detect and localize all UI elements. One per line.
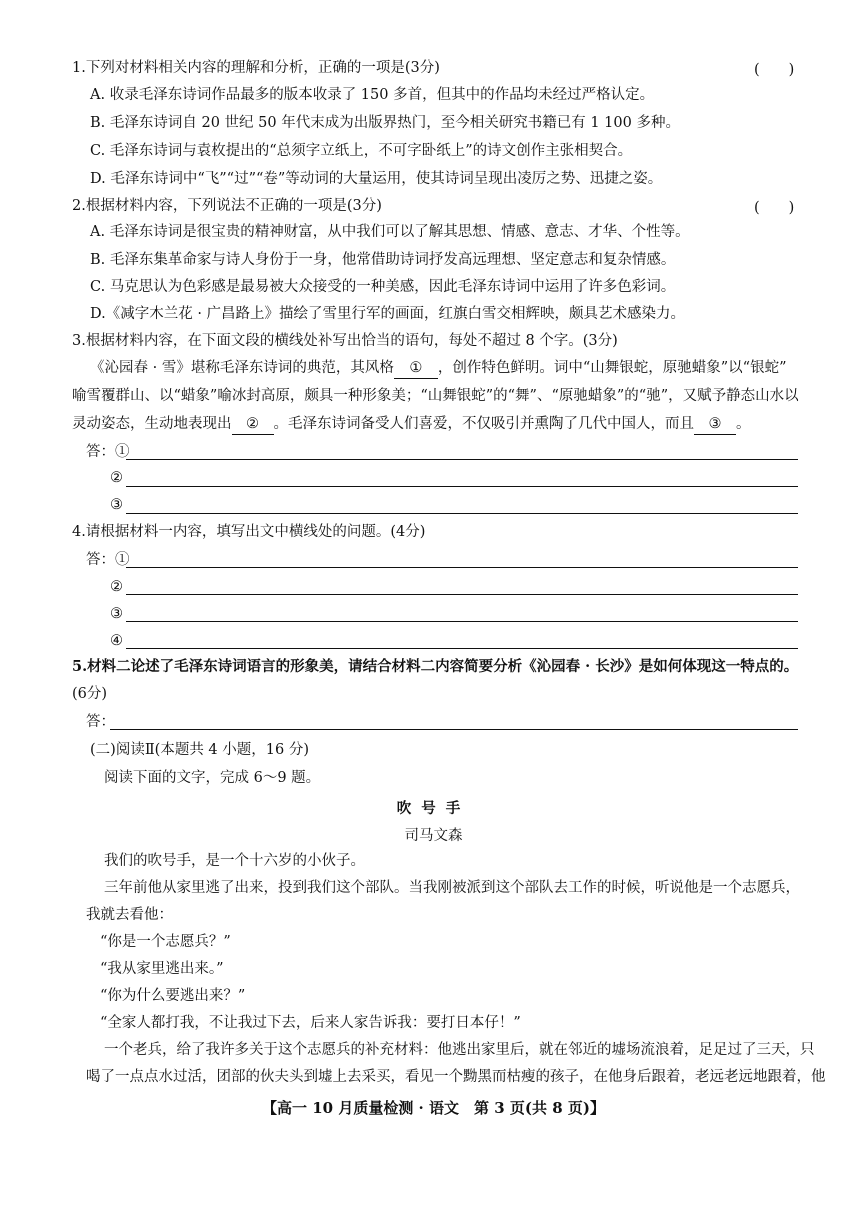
q3-p3b: 。毛泽东诗词备受人们喜爱，不仅吸引并熏陶了几代中国人，而且: [273, 416, 694, 432]
q3-passage-line-2: 喻雪覆群山、以“蜡象”喻冰封高原，颇具一种形象美；“山舞银蛇”的“舞”、“原驰蜡象”的“驰”，又赋予静态山水以: [72, 388, 799, 404]
q3-blank-2: ②: [232, 414, 274, 435]
q2-option-a: A. 毛泽东诗词是很宝贵的精神财富，从中我们可以了解其思想、情感、意志、才华、个性等。: [90, 224, 690, 240]
q5-score: (6分): [72, 686, 108, 702]
q2-stem: 2.根据材料内容，下列说法不正确的一项是(3分): [72, 198, 382, 214]
q3-answer-line-1[interactable]: [126, 459, 798, 460]
article-p2-line2: 我就去看他：: [86, 907, 173, 923]
article-title: 吹号手: [396, 800, 471, 817]
q3-blank-3: ③: [694, 414, 736, 435]
q2-option-b: B. 毛泽东集革命家与诗人身份于一身，他常借助诗词抒发高远理想、坚定意志和复杂情感。: [90, 252, 676, 268]
q2-option-c: C. 马克思认为色彩感是最易被大众接受的一种美感，因此毛泽东诗词中运用了许多色彩词。: [90, 279, 676, 295]
q4-answer-label-1: 答：①: [86, 552, 130, 568]
q4-stem: 4.请根据材料一内容，填写出文中横线处的问题。(4分): [72, 524, 426, 540]
article-dialog-3: “你为什么要逃出来？”: [100, 988, 246, 1004]
q4-answer-line-1[interactable]: [126, 567, 798, 568]
q5-answer-line[interactable]: [110, 729, 798, 730]
article-author: 司马文森: [404, 828, 463, 844]
q3-p3a: 灵动姿态，生动地表现出: [72, 416, 232, 432]
q3-passage-line-1: [90, 358, 786, 379]
q4-answer-label-4: ④: [110, 633, 123, 649]
q4-answer-label-2: ②: [110, 579, 123, 595]
q5-stem: 5.材料二论述了毛泽东诗词语言的形象美，请结合材料二内容简要分析《沁园春 · 长沙》是如何体现这一特点的。: [72, 658, 799, 675]
q4-answer-label-3: ③: [110, 606, 123, 622]
q3-answer-line-2[interactable]: [126, 486, 798, 487]
q4-answer-line-3[interactable]: [126, 621, 798, 622]
q2-answer-paren[interactable]: ( ): [754, 200, 795, 216]
article-p1: 我们的吹号手，是一个十六岁的小伙子。: [104, 853, 365, 869]
q1-option-a: A. 收录毛泽东诗词作品最多的版本收录了 150 多首，但其中的作品均未经过严格认定。: [90, 87, 655, 103]
article-dialog-4: “全家人都打我，不让我过下去，后来人家告诉我：要打日本仔！”: [100, 1015, 521, 1031]
article-p3-line1: 一个老兵，给了我许多关于这个志愿兵的补充材料：他逃出家里后，就在邻近的墟场流浪着，足足过了三天，只: [104, 1042, 815, 1058]
q1-option-c: C. 毛泽东诗词与袁枚提出的“总须字立纸上，不可字卧纸上”的诗文创作主张相契合。: [90, 143, 633, 159]
q2-option-d: D.《减字木兰花 · 广昌路上》描绘了雪里行军的画面，红旗白雪交相辉映，颇具艺术感染力。: [90, 306, 686, 322]
article-dialog-2: “我从家里逃出来。”: [100, 961, 224, 977]
q3-answer-line-3[interactable]: [126, 513, 798, 514]
q5-answer-label: 答：: [86, 714, 115, 730]
q1-stem: 1.下列对材料相关内容的理解和分析，正确的一项是(3分): [72, 60, 440, 76]
article-p2-line1: 三年前他从家里逃了出来，投到我们这个部队。当我刚被派到这个部队去工作的时候，听说他是一个志愿兵，: [104, 880, 800, 896]
article-dialog-1: “你是一个志愿兵？”: [100, 934, 231, 950]
page-footer: 【高一 10 月质量检测 · 语文 第 3 页(共 8 页)】: [262, 1099, 605, 1117]
q4-answer-line-2[interactable]: [126, 594, 798, 595]
q3-p1a: 《沁园春 · 雪》堪称毛泽东诗词的典范，其风格: [90, 360, 394, 376]
q3-answer-label-1: 答：①: [86, 444, 130, 460]
q3-answer-label-2: ②: [110, 470, 123, 486]
q3-passage-line-3: [72, 414, 751, 435]
q3-p3c: 。: [736, 416, 751, 432]
section-instruction: 阅读下面的文字，完成 6～9 题。: [104, 770, 321, 786]
section-heading: (二)阅读Ⅱ(本题共 4 小题，16 分): [90, 742, 309, 758]
q3-p1b: ，创作特色鲜明。词中“山舞银蛇，原驰蜡象”以“银蛇”: [437, 360, 787, 376]
q3-blank-1: ①: [394, 358, 438, 379]
q4-answer-line-4[interactable]: [126, 648, 798, 649]
q3-answer-label-3: ③: [110, 497, 123, 513]
article-p3-line2: 喝了一点点水过活，团部的伙夫头到墟上去采买，看见一个黝黑而枯瘦的孩子，在他身后跟着，老远老远地跟着，他: [86, 1069, 826, 1085]
q1-answer-paren[interactable]: ( ): [754, 62, 795, 78]
q3-stem: 3.根据材料内容，在下面文段的横线处补写出恰当的语句，每处不超过 8 个字。(3分): [72, 333, 618, 349]
q1-option-b: B. 毛泽东诗词自 20 世纪 50 年代末成为出版界热门，至今相关研究书籍已有 1 100 多种。: [90, 115, 680, 131]
q1-option-d: D. 毛泽东诗词中“飞”“过”“卷”等动词的大量运用，使其诗词呈现出凌厉之势、迅捷之姿。: [90, 171, 663, 187]
